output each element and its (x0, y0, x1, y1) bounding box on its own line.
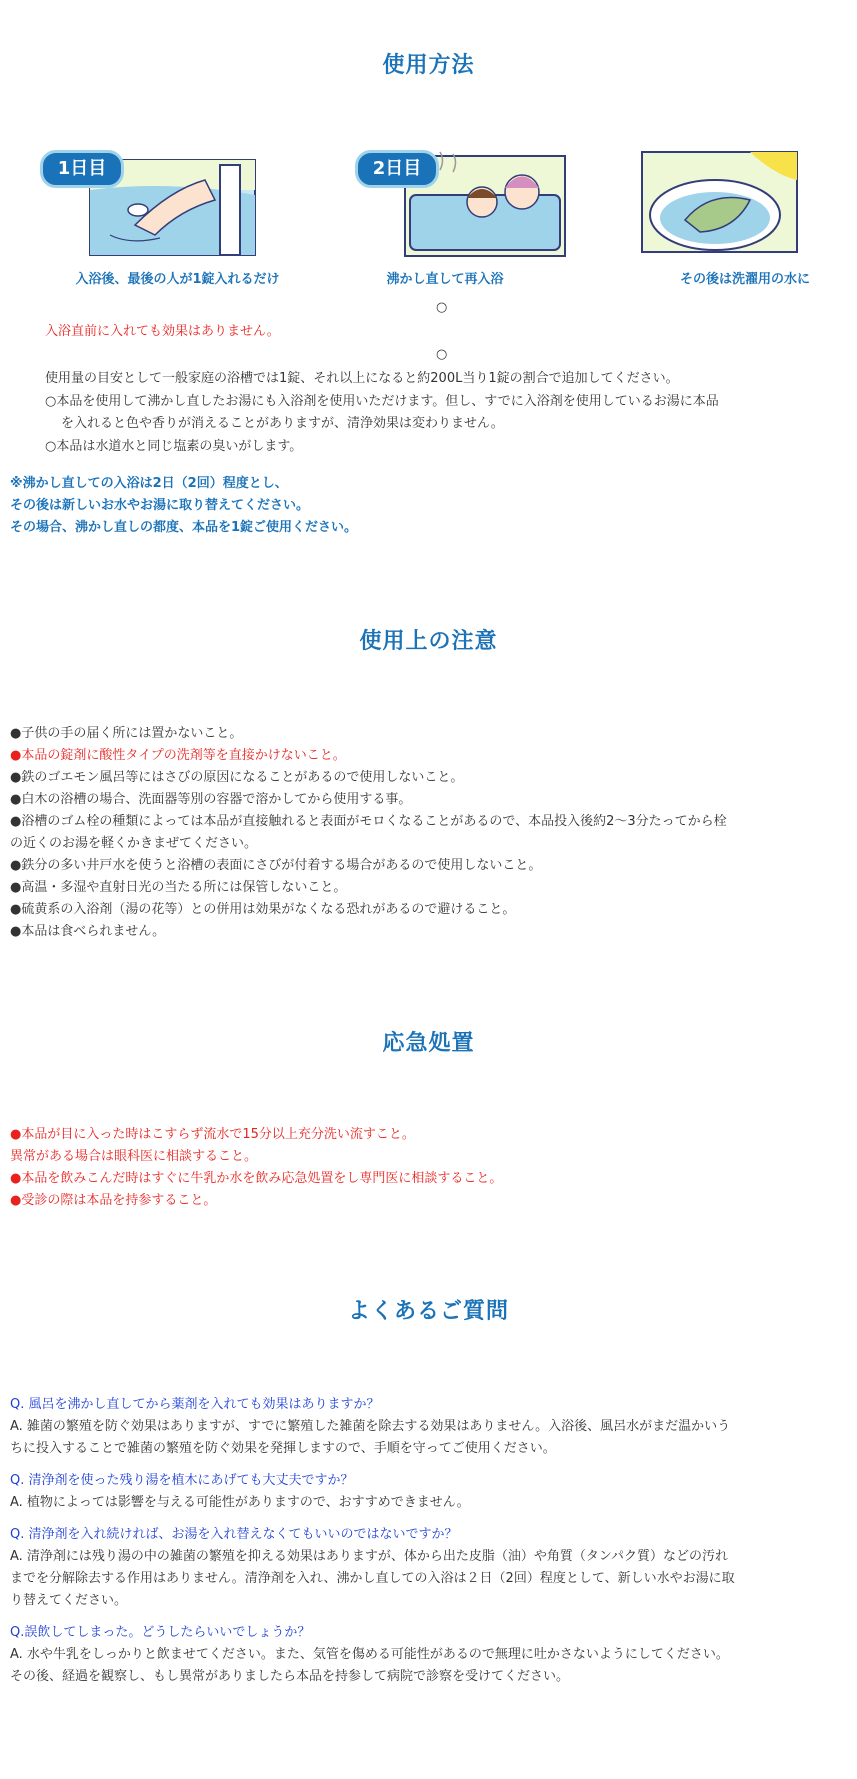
caution-item: ●子供の手の届く所には置かないこと。 (10, 726, 243, 741)
caution-item: ●本品は食べられません。 (10, 924, 166, 939)
usage-highlight: ※沸かし直しての入浴は2日（2回）程度とし、 (10, 476, 288, 491)
caution-item: ●本品の錠剤に酸性タイプの洗剤等を直接かけないこと。 (10, 748, 346, 763)
faq-question: Q. 風呂を沸かし直してから薬剤を入れても効果はありますか？ (10, 1397, 380, 1412)
usage-note: ○本品を使用して沸かし直したお湯にも入浴剤を使用いただけます。但し、すでに入浴剤を使用しているお湯に本品 (45, 394, 719, 409)
emergency-item: ●本品が目に入った時はこすらず流水で15分以上充分洗い流すこと。 (10, 1127, 415, 1142)
caution-item: の近くのお湯を軽くかきまぜてください。 (10, 836, 258, 851)
caution-item: ●鉄のゴエモン風呂等にはさびの原因になることがあるので使用しないこと。 (10, 770, 464, 785)
faq-answer: までを分解除去する作用はありません。清浄剤を入れ、沸かし直しての入浴は２日（2回）程度として、新しい水やお湯に取 (10, 1571, 735, 1586)
caution-item: ●鉄分の多い井戸水を使うと浴槽の表面にさびが付着する場合があるので使用しないこと。 (10, 858, 542, 873)
emergency-item: 異常がある場合は眼科医に相談すること。 (10, 1149, 258, 1164)
faq-answer: その後、経過を観察し、もし異常がありましたら本品を持参して病院で診察を受けてください。 (10, 1669, 570, 1684)
usage-warning: 入浴直前に入れても効果はありません。 (45, 324, 280, 339)
faq-answer: A. 清浄剤には残り湯の中の雑菌の繁殖を抑える効果はありますが、体から出た皮脂（油）や角質（タンパク質）などの汚れ (10, 1549, 729, 1564)
step3-caption: その後は洗濯用の水に (679, 272, 810, 287)
step1-caption: 入浴後、最後の人が1錠入れるだけ (75, 272, 280, 287)
circle-mark: ○ (436, 347, 448, 362)
caution-item: ●浴槽のゴム栓の種類によっては本品が直接触れると表面がモロくなることがあるので、本品投入後約2〜3分たってから栓 (10, 814, 727, 829)
emergency-item: ●受診の際は本品を持参すること。 (10, 1193, 217, 1208)
day1-illustration (40, 150, 260, 262)
circle-mark: ○ (436, 300, 448, 315)
usage-highlight: その後は新しいお水やお湯に取り替えてください。 (10, 498, 310, 513)
cautions-heading: 使用上の注意 (359, 629, 498, 654)
usage-note: 使用量の目安として一般家庭の浴槽では1錠、それ以上になると約200L当り1錠の割合で追加してください。 (45, 371, 679, 386)
emergency-heading: 応急処置 (382, 1031, 475, 1056)
laundry-illustration (640, 150, 800, 262)
caution-item: ●高温・多湿や直射日光の当たる所には保管しないこと。 (10, 880, 347, 895)
faq-heading: よくあるご質問 (347, 1299, 509, 1324)
day2-badge: 2日目 (355, 150, 439, 188)
usage-heading: 使用方法 (382, 53, 475, 78)
faq-answer: A. 水や牛乳をしっかりと飲ませてください。また、気管を傷める可能性があるので無理に吐かさないようにしてください。 (10, 1647, 729, 1662)
faq-answer: A. 植物によっては影響を与える可能性がありますので、おすすめできません。 (10, 1495, 470, 1510)
faq-answer: ちに投入することで雑菌の繁殖を防ぐ効果を発揮しますので、手順を守ってご使用ください。 (10, 1441, 556, 1456)
usage-note: ○本品は水道水と同じ塩素の臭いがします。 (45, 439, 303, 454)
emergency-item: ●本品を飲みこんだ時はすぐに牛乳か水を飲み応急処置をし専門医に相談すること。 (10, 1171, 503, 1186)
caution-item: ●硫黄系の入浴剤（湯の花等）との併用は効果がなくなる恐れがあるので避けること。 (10, 902, 516, 917)
faq-answer: A. 雑菌の繁殖を防ぐ効果はありますが、すでに繁殖した雑菌を除去する効果はありません。入浴後、風呂水がまだ温かいう (10, 1419, 731, 1434)
faq-answer: り替えてください。 (10, 1593, 128, 1608)
washing-machine-illustration (640, 150, 800, 262)
caution-item: ●白木の浴槽の場合、洗面器等別の容器で溶かしてから使用する事。 (10, 792, 412, 807)
step2-caption: 沸かし直して再入浴 (386, 272, 504, 287)
day1-badge: 1日目 (40, 150, 124, 188)
faq-question: Q. 清浄剤を入れ続ければ、お湯を入れ替えなくてもいいのではないですか？ (10, 1527, 458, 1542)
usage-note: を入れると色や香りが消えることがありますが、清浄効果は変わりません。 (61, 416, 504, 431)
faq-question: Q.誤飲してしまった。どうしたらいいでしょうか？ (10, 1625, 311, 1640)
day2-illustration (355, 150, 570, 262)
faq-question: Q. 清浄剤を使った残り湯を植木にあげても大丈夫ですか？ (10, 1473, 354, 1488)
usage-highlight: その場合、沸かし直しの都度、本品を1錠ご使用ください。 (10, 520, 358, 535)
